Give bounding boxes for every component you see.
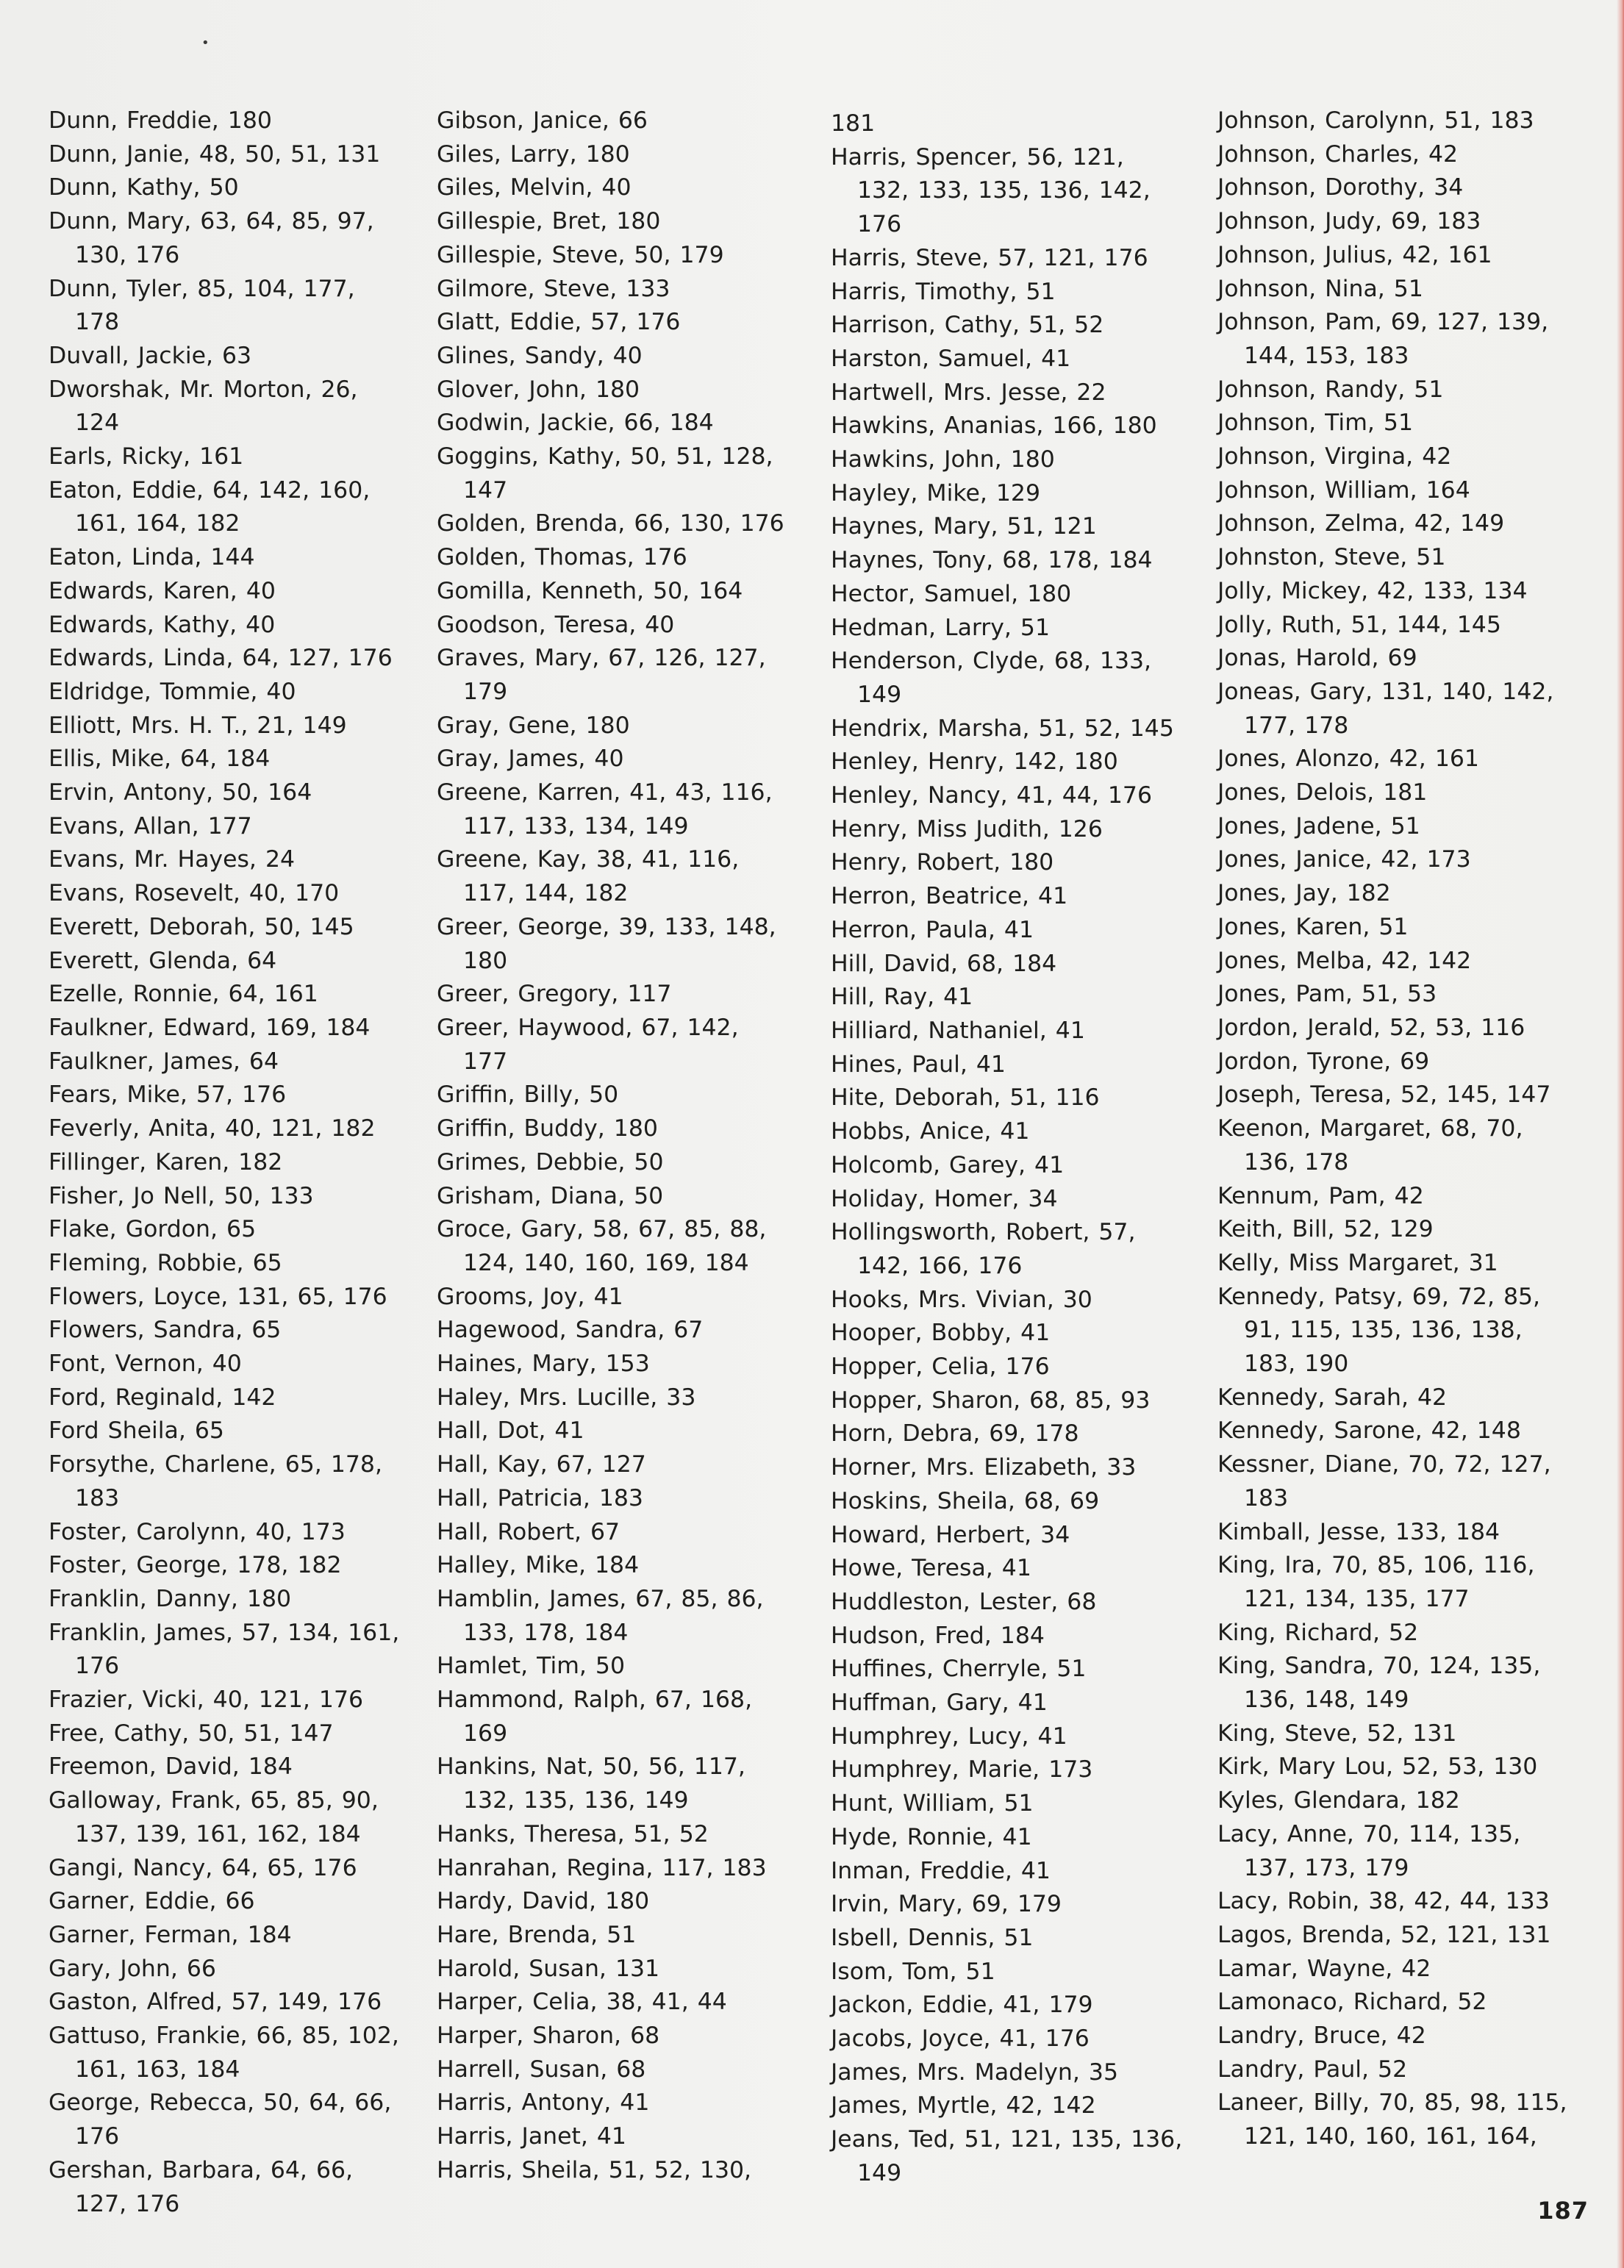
index-entry: Johnson, Tim, 51 [1217,409,1413,437]
index-entry: Harris, Antony, 41 [437,2089,650,2117]
index-entry: Glatt, Eddie, 57, 176 [437,309,681,336]
index-entry: Irvin, Mary, 69, 179 [831,1891,1062,1918]
index-entry: Howard, Herbert, 34 [831,1521,1070,1548]
index-entry: Landry, Bruce, 42 [1217,2022,1426,2050]
index-entry: Glover, John, 180 [437,376,640,403]
index-entry: Ford Sheila, 65 [49,1417,224,1445]
index-entry: Hanks, Theresa, 51, 52 [437,1820,709,1847]
index-entry: Hankins, Nat, 50, 56, 117, 132, 135, 136, 149 [437,1753,745,1814]
index-entry: Huffman, Gary, 41 [831,1689,1048,1717]
index-entry: 181 [831,110,876,137]
index-entry: Griffin, Buddy, 180 [437,1115,658,1142]
index-entry: Horn, Debra, 69, 178 [831,1420,1079,1448]
index-entry: Ervin, Antony, 50, 164 [49,779,312,806]
index-entry: Joseph, Teresa, 52, 145, 147 [1217,1081,1551,1109]
index-entry: Hawkins, John, 180 [831,446,1055,473]
index-entry: Hopper, Sharon, 68, 85, 93 [831,1387,1151,1414]
index-entry: Hawkins, Ananias, 166, 180 [831,412,1157,440]
index-entry: Gattuso, Frankie, 66, 85, 102, 161, 163, 184 [49,2022,399,2083]
index-entry: Dunn, Kathy, 50 [49,174,239,201]
index-entry: Freemon, David, 184 [49,1753,293,1781]
index-entry: Evans, Allan, 177 [49,812,252,840]
index-entry: Flowers, Sandra, 65 [49,1317,282,1344]
index-entry: Giles, Melvin, 40 [437,174,632,201]
index-entry: Kelly, Miss Margaret, 31 [1217,1249,1498,1276]
index-entry: Grimes, Debbie, 50 [437,1148,664,1176]
index-entry: Edwards, Kathy, 40 [49,611,276,638]
index-entry: Kirk, Mary Lou, 52, 53, 130 [1217,1753,1538,1781]
index-entry: Evans, Rosevelt, 40, 170 [49,880,340,907]
index-entry: Hall, Dot, 41 [437,1417,584,1445]
index-entry: Hector, Samuel, 180 [831,580,1072,607]
index-entry: Greer, George, 39, 133, 148, 180 [437,913,776,974]
index-entry: Evans, Mr. Hayes, 24 [49,846,296,873]
index-entry: Howe, Teresa, 41 [831,1555,1031,1582]
index-entry: Edwards, Linda, 64, 127, 176 [49,645,393,672]
index-entry: Harris, Janet, 41 [437,2123,626,2150]
index-entry: Huffines, Cherryle, 51 [831,1656,1087,1683]
index-entry: Johnson, Zelma, 42, 149 [1217,510,1505,537]
index-entry: Hoskins, Sheila, 68, 69 [831,1487,1100,1514]
index-entry: Jones, Melba, 42, 142 [1217,947,1472,974]
index-entry: Jacobs, Joyce, 41, 176 [831,2025,1090,2053]
index-entry: Gibson, Janice, 66 [437,107,648,134]
index-entry: Dunn, Janie, 48, 50, 51, 131 [49,140,381,168]
index-entry: Harper, Celia, 38, 41, 44 [437,1989,727,2016]
index-entry: Haley, Mrs. Lucille, 33 [437,1384,696,1411]
index-entry: Flake, Gordon, 65 [49,1216,257,1243]
index-entry: Keenon, Margaret, 68, 70, 136, 178 [1217,1115,1523,1176]
index-entry: Gillespie, Bret, 180 [437,208,661,235]
index-entry: Greer, Gregory, 117 [437,981,672,1008]
index-entry: Hopper, Celia, 176 [831,1353,1050,1381]
index-entry: Harris, Sheila, 51, 52, 130, [437,2156,752,2183]
index-column-4 [1217,104,1570,2154]
index-entry: Ezelle, Ronnie, 64, 161 [49,981,318,1008]
index-entry: Haynes, Mary, 51, 121 [831,513,1097,540]
index-entry: George, Rebecca, 50, 64, 66, 176 [49,2089,392,2150]
index-entry: Hendrix, Marsha, 51, 52, 145 [831,715,1174,742]
index-entry: Kennedy, Patsy, 69, 72, 85, 91, 115, 135, 136, 138, 183, 190 [1217,1283,1541,1378]
index-entry: Johnston, Steve, 51 [1217,544,1446,571]
index-entry: Grooms, Joy, 41 [437,1283,623,1310]
index-entry: King, Ira, 70, 85, 106, 116, 121, 134, 135, 177 [1217,1552,1535,1612]
index-entry: Hines, Paul, 41 [831,1051,1006,1078]
index-entry: Feverly, Anita, 40, 121, 182 [49,1115,376,1142]
index-entry: Herron, Paula, 41 [831,916,1034,943]
index-entry: Harrell, Susan, 68 [437,2056,646,2083]
index-entry: Jordon, Tyrone, 69 [1217,1048,1430,1075]
index-entry: Griffin, Billy, 50 [437,1081,619,1109]
index-entry: Gray, James, 40 [437,745,624,773]
index-entry: Johnson, Carolynn, 51, 183 [1217,107,1534,134]
index-entry: Hilliard, Nathaniel, 41 [831,1017,1085,1044]
index-entry: Jolly, Ruth, 51, 144, 145 [1217,611,1501,638]
index-entry: Joneas, Gary, 131, 140, 142, 177, 178 [1217,678,1554,739]
index-entry: Hall, Kay, 67, 127 [437,1451,646,1478]
index-entry: Isbell, Dennis, 51 [831,1924,1034,1951]
index-entry: Holcomb, Garey, 41 [831,1151,1065,1178]
page-edge [1617,0,1624,2268]
index-entry: Fisher, Jo Nell, 50, 133 [49,1182,314,1209]
index-entry: Grisham, Diana, 50 [437,1182,664,1209]
index-entry: Henry, Robert, 180 [831,849,1054,876]
index-entry: Faulkner, Edward, 169, 184 [49,1014,371,1041]
index-entry: Garner, Ferman, 184 [49,1921,292,1948]
index-entry: King, Sandra, 70, 124, 135, 136, 148, 149 [1217,1653,1541,1714]
index-entry: Eldridge, Tommie, 40 [49,678,296,705]
index-entry: Laneer, Billy, 70, 85, 98, 115, 121, 140, 160, 161, 164, [1217,2089,1567,2150]
index-entry: Jordon, Jerald, 52, 53, 116 [1217,1014,1525,1041]
index-entry: Garner, Eddie, 66 [49,1888,255,1915]
index-entry: Foster, Carolynn, 40, 173 [49,1518,346,1545]
index-entry: Fleming, Robbie, 65 [49,1249,282,1276]
index-entry: Duvall, Jackie, 63 [49,342,252,369]
index-entry: Huddleston, Lester, 68 [831,1588,1097,1615]
index-entry: Fears, Mike, 57, 176 [49,1081,287,1109]
index-entry: Gray, Gene, 180 [437,712,630,739]
index-entry: Graves, Mary, 67, 126, 127, 179 [437,645,766,705]
index-entry: Haynes, Tony, 68, 178, 184 [831,547,1153,574]
index-column-2 [437,104,790,2188]
index-entry: Haines, Mary, 153 [437,1351,650,1378]
index-entry: Harrison, Cathy, 51, 52 [831,312,1104,339]
index-entry: Gilmore, Steve, 133 [437,275,670,302]
index-entry: Font, Vernon, 40 [49,1351,242,1378]
index-entry: Jones, Alonzo, 42, 161 [1217,745,1479,773]
index-entry: Isom, Tom, 51 [831,1958,995,1985]
index-entry: Franklin, Danny, 180 [49,1585,292,1612]
index-entry: Jones, Jadene, 51 [1217,812,1420,840]
index-entry: Hall, Robert, 67 [437,1518,620,1545]
index-entry: Lagos, Brenda, 52, 121, 131 [1217,1921,1551,1948]
index-entry: Greer, Haywood, 67, 142, 177 [437,1014,739,1075]
index-entry: Free, Cathy, 50, 51, 147 [49,1720,334,1747]
index-entry: Harris, Timothy, 51 [831,278,1056,305]
index-entry: Johnson, Judy, 69, 183 [1217,208,1481,235]
index-entry: Greene, Kay, 38, 41, 116, 117, 144, 182 [437,846,740,907]
index-entry: Dworshak, Mr. Morton, 26, 124 [49,376,358,437]
index-entry: Halley, Mike, 184 [437,1552,640,1579]
index-entry: Galloway, Frank, 65, 85, 90, 137, 139, 161, 162, 184 [49,1787,379,1847]
index-entry: Groce, Gary, 58, 67, 85, 88, 124, 140, 160, 169, 184 [437,1216,767,1276]
index-entry: Lacy, Robin, 38, 42, 44, 133 [1217,1888,1550,1915]
index-entry: Greene, Karren, 41, 43, 116, 117, 133, 134, 149 [437,779,773,840]
index-entry: Everett, Deborah, 50, 145 [49,913,354,940]
index-entry: Herron, Beatrice, 41 [831,883,1068,910]
index-entry: Forsythe, Charlene, 65, 178, 183 [49,1451,382,1512]
index-entry: Hayley, Mike, 129 [831,479,1041,507]
index-entry: Hagewood, Sandra, 67 [437,1317,704,1344]
index-entry: Johnson, Charles, 42 [1217,140,1459,168]
index-entry: Ford, Reginald, 142 [49,1384,276,1411]
index-entry: Harper, Sharon, 68 [437,2022,660,2050]
index-column-1 [49,104,401,2221]
index-entry: Flowers, Loyce, 131, 65, 176 [49,1283,387,1310]
index-entry: Jolly, Mickey, 42, 133, 134 [1217,577,1528,604]
index-entry: Hardy, David, 180 [437,1888,650,1915]
index-entry: Jonas, Harold, 69 [1217,645,1417,672]
index-entry: Jeans, Ted, 51, 121, 135, 136, 149 [831,2126,1183,2186]
index-entry: Gary, John, 66 [49,1955,216,1982]
index-entry: Everett, Glenda, 64 [49,947,277,974]
index-entry: Henley, Henry, 142, 180 [831,748,1118,776]
index-entry: Kennum, Pam, 42 [1217,1182,1424,1209]
index-entry: Goggins, Kathy, 50, 51, 128, 147 [437,443,773,504]
index-entry: Landry, Paul, 52 [1217,2056,1408,2083]
index-entry: Johnson, Nina, 51 [1217,275,1423,302]
index-entry: Horner, Mrs. Elizabeth, 33 [831,1454,1137,1481]
index-entry: Jones, Karen, 51 [1217,913,1409,940]
index-entry: Ellis, Mike, 64, 184 [49,745,271,773]
index-entry: Hunt, William, 51 [831,1790,1034,1817]
index-entry: Gillespie, Steve, 50, 179 [437,241,724,268]
index-entry: Faulkner, James, 64 [49,1048,279,1075]
index-entry: Gangi, Nancy, 64, 65, 176 [49,1854,357,1881]
index-entry: Johnson, Randy, 51 [1217,376,1444,403]
index-entry: Eaton, Linda, 144 [49,544,255,571]
index-entry: Foster, George, 178, 182 [49,1552,342,1579]
index-entry: Elliott, Mrs. H. T., 21, 149 [49,712,347,739]
index-entry: Fillinger, Karen, 182 [49,1148,283,1176]
page-number: 187 [1537,2197,1589,2225]
index-entry: Humphrey, Marie, 173 [831,1756,1093,1784]
index-entry: Hill, Ray, 41 [831,984,973,1011]
index-entry: Johnson, Pam, 69, 127, 139, 144, 153, 183 [1217,309,1549,369]
index-entry: Dunn, Mary, 63, 64, 85, 97, 130, 176 [49,208,374,268]
index-entry: Hamblin, James, 67, 85, 86, 133, 178, 184 [437,1585,764,1646]
index-entry: Hall, Patricia, 183 [437,1484,643,1512]
index-entry: Harston, Samuel, 41 [831,345,1071,372]
index-entry: Henderson, Clyde, 68, 133, 149 [831,648,1152,708]
index-entry: Kyles, Glendara, 182 [1217,1787,1460,1814]
index-entry: Kennedy, Sarone, 42, 148 [1217,1417,1521,1445]
print-speck: • [201,35,210,51]
index-entry: Jones, Delois, 181 [1217,779,1428,806]
index-entry: Frazier, Vicki, 40, 121, 176 [49,1686,364,1714]
index-entry: Lamonaco, Richard, 52 [1217,1989,1487,2016]
index-entry: Harris, Spencer, 56, 121, 132, 133, 135, 136, 142, 176 [831,143,1151,238]
index-entry: Lacy, Anne, 70, 114, 135, 137, 173, 179 [1217,1820,1521,1881]
index-entry: Franklin, James, 57, 134, 161, 176 [49,1619,400,1680]
index-entry: Gomilla, Kenneth, 50, 164 [437,577,743,604]
index-entry: Hooper, Bobby, 41 [831,1320,1051,1347]
index-entry: Earls, Ricky, 161 [49,443,244,471]
index-entry: Golden, Brenda, 66, 130, 176 [437,510,784,537]
index-entry: Keith, Bill, 52, 129 [1217,1216,1434,1243]
index-entry: Johnson, Dorothy, 34 [1217,174,1464,201]
index-entry: Jackon, Eddie, 41, 179 [831,1992,1093,2019]
index-entry: Golden, Thomas, 176 [437,544,687,571]
index-entry: Hill, David, 68, 184 [831,950,1057,977]
index-entry: Henry, Miss Judith, 126 [831,815,1103,843]
index-entry: Jones, Janice, 42, 173 [1217,846,1471,873]
index-entry: James, Mrs. Madelyn, 35 [831,2058,1118,2086]
index-entry: Hartwell, Mrs. Jesse, 22 [831,379,1106,406]
index-entry: Johnson, Virgina, 42 [1217,443,1452,471]
index-entry: Glines, Sandy, 40 [437,342,643,369]
index-entry: Hooks, Mrs. Vivian, 30 [831,1286,1092,1313]
index-entry: Hammond, Ralph, 67, 168, 169 [437,1686,753,1747]
index-entry: Hare, Brenda, 51 [437,1921,637,1948]
index-entry: King, Steve, 52, 131 [1217,1720,1457,1747]
index-entry: Hyde, Ronnie, 41 [831,1823,1032,1850]
index-entry: Hudson, Fred, 184 [831,1622,1045,1649]
index-entry: Dunn, Tyler, 85, 104, 177, 178 [49,275,355,336]
index-entry: Jones, Pam, 51, 53 [1217,981,1437,1008]
index-entry: Johnson, Julius, 42, 161 [1217,241,1492,268]
index-entry: Holiday, Homer, 34 [831,1185,1058,1212]
index-entry: Kessner, Diane, 70, 72, 127, 183 [1217,1451,1551,1512]
index-entry: Jones, Jay, 182 [1217,880,1391,907]
index-entry: Godwin, Jackie, 66, 184 [437,409,714,437]
index-column-3 [831,107,1184,2191]
index-entry: Dunn, Freddie, 180 [49,107,272,134]
index-entry: Kennedy, Sarah, 42 [1217,1384,1448,1411]
index-entry: Harris, Steve, 57, 121, 176 [831,244,1148,271]
index-entry: Harold, Susan, 131 [437,1955,660,1982]
index-entry: Hedman, Larry, 51 [831,614,1050,641]
index-entry: Hobbs, Anice, 41 [831,1118,1030,1145]
index-entry: Hamlet, Tim, 50 [437,1653,625,1680]
index-entry: Eaton, Eddie, 64, 142, 160, 161, 164, 182 [49,476,371,537]
index-entry: Henley, Nancy, 41, 44, 176 [831,782,1152,809]
index-entry: Johnson, William, 164 [1217,476,1470,504]
index-entry: Hite, Deborah, 51, 116 [831,1084,1100,1112]
index-entry: Kimball, Jesse, 133, 184 [1217,1518,1500,1545]
index-entry: Hanrahan, Regina, 117, 183 [437,1854,767,1881]
index-entry: Humphrey, Lucy, 41 [831,1723,1067,1750]
index-entry: Goodson, Teresa, 40 [437,611,675,638]
index-entry: Gaston, Alfred, 57, 149, 176 [49,1989,382,2016]
index-entry: Giles, Larry, 180 [437,140,630,168]
index-entry: Lamar, Wayne, 42 [1217,1955,1431,1982]
index-entry: Gershan, Barbara, 64, 66, 127, 176 [49,2156,354,2217]
index-entry: James, Myrtle, 42, 142 [831,2092,1096,2119]
index-entry: Inman, Freddie, 41 [831,1857,1051,1884]
index-entry: King, Richard, 52 [1217,1619,1419,1646]
index-entry: Hollingsworth, Robert, 57, 142, 166, 176 [831,1219,1136,1279]
index-entry: Edwards, Karen, 40 [49,577,276,604]
